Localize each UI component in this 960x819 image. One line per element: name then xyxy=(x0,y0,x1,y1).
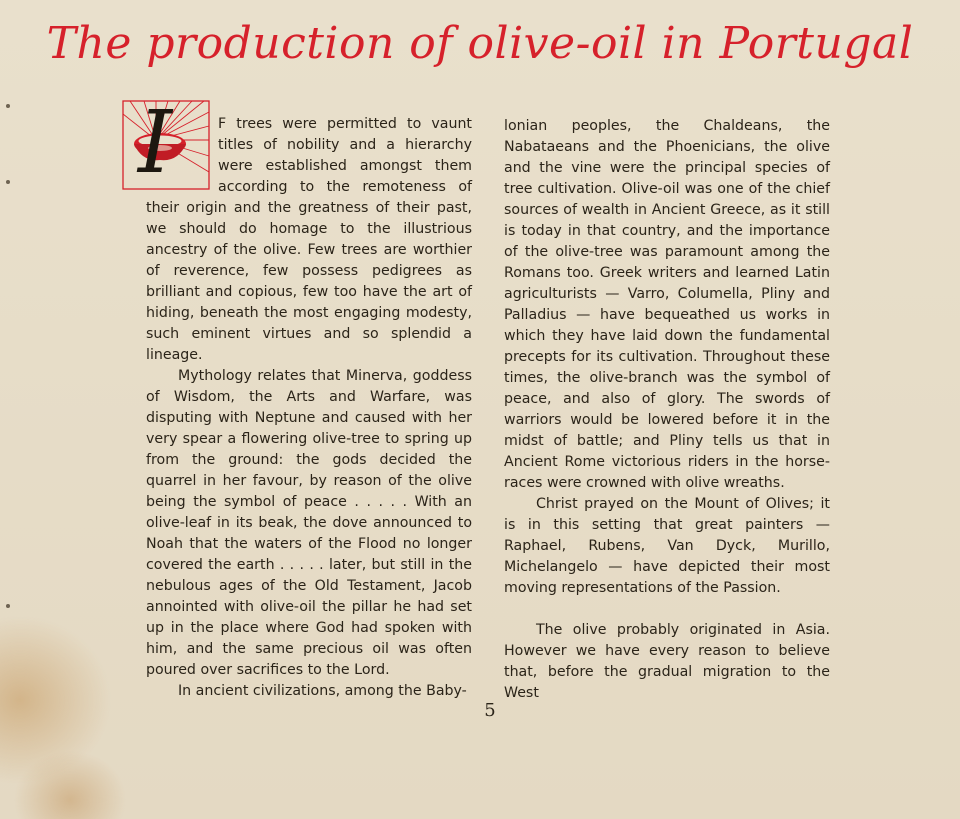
paragraph: In ancient civilizations, among the Baby- xyxy=(178,683,467,699)
binding-mark xyxy=(6,180,10,184)
paragraph: F trees were permitted to vaunt titles of nobility and a hierarchy were established amongst them according to the remoteness of their origin and the greatness of their past, we should do homage to the illustrious ancestry of the olive. Few trees are worthier of reverence, few possess pedigrees as brilliant and copious, few too have the art of hiding, beneath the most engaging modesty, such eminent virtues and so splendid a lineage. xyxy=(146,116,472,363)
paragraph: lonian peoples, the Chaldeans, the Nabataeans and the Phoenicians, the olive and the vine were the principal species of tree cultivation. Olive-oil was one of the chief sources of wealth in Ancient Greece, as it still is today in that country, and the importance of the olive-tree was paramount among the Romans too. Greek writers and learned Latin agriculturists — Varro, Columella, Pliny and Palladius — have bequeathed us works in which they have laid down the fundamental precepts for its cultivation. Throughout these times, the olive-branch was the symbol of peace, and also of glory. The swords of warriors would be lowered before it in the midst of battle; and Pliny tells us that in Ancient Rome victorious riders in the horse-races were crowned with olive wreaths. xyxy=(504,118,830,491)
paragraph: Christ prayed on the Mount of Olives; it is in this setting that great painters — Raphael, Rubens, Van Dyck, Murillo, Michelangelo — have depicted their most moving representations of the Passion. xyxy=(504,496,830,596)
paragraph: The olive probably originated in Asia. However we have every reason to believe that, before the gradual migration to the West xyxy=(504,622,830,701)
binding-mark xyxy=(6,604,10,608)
paragraph: Mythology relates that Minerva, goddess of Wisdom, the Arts and Warfare, was disputing with Neptune and caused with her very spear a flowering olive-tree to spring up from the ground: the gods decided the quarrel in her favour, by reason of the olive being the symbol of peace . . . . . With an olive-leaf in its beak, the dove announced to Noah that the waters of the Flood no longer covered the earth . . . . . later, but still in the nebulous ages of the Old Testament, Jacob annointed with olive-oil the pillar he had set up in the place where God had spoken with him, and the same precious oil was often poured over sacrifices to the Lord. xyxy=(146,368,472,678)
right-column xyxy=(504,116,830,704)
page-number: 5 xyxy=(484,700,496,721)
left-column xyxy=(138,93,472,702)
binding-mark xyxy=(6,104,10,108)
dropcap xyxy=(122,93,210,193)
dropcap-letter: I xyxy=(138,93,172,193)
page-title: The production of olive-oil in Portugal xyxy=(46,18,914,69)
